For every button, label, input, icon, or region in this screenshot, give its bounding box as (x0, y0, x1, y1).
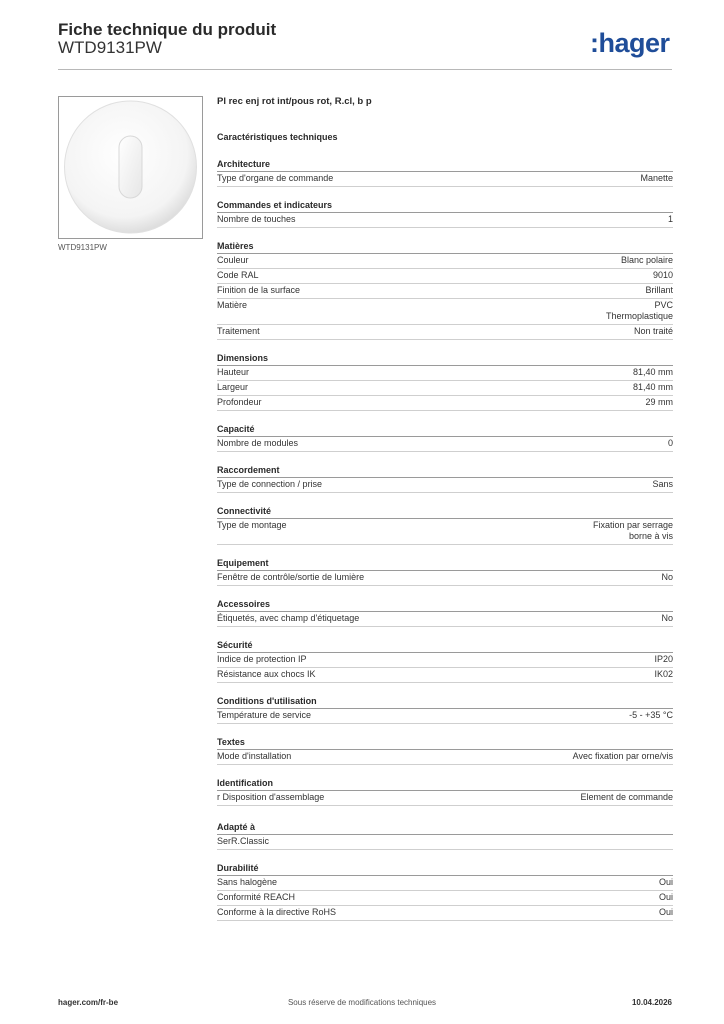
spec-label: Type d'organe de commande (217, 173, 334, 183)
spec-row (217, 172, 673, 187)
spec-group-title: Capacité (217, 424, 673, 437)
spec-row (217, 325, 673, 340)
spec-group (217, 599, 673, 627)
spec-group-title: Raccordement (217, 465, 673, 478)
spec-value: No (661, 613, 673, 623)
spec-group (217, 558, 673, 586)
spec-value: IP20 (654, 654, 673, 664)
footer-date: 10.04.2026 (631, 998, 672, 1007)
spec-value: PVC Thermoplastique (605, 300, 673, 321)
spec-group-title: Commandes et indicateurs (217, 200, 673, 213)
spec-groups (217, 159, 673, 921)
spec-value: Oui (658, 877, 673, 887)
spec-row (217, 891, 673, 906)
spec-group-title: Conditions d'utilisation (217, 696, 673, 709)
spec-group (217, 424, 673, 452)
spec-label: Type de connection / prise (217, 479, 323, 489)
product-image (58, 96, 203, 239)
spec-row (217, 519, 673, 545)
spec-value: 9010 (652, 270, 673, 280)
spec-row (217, 906, 673, 921)
spec-row (217, 653, 673, 668)
spec-group-title: Dimensions (217, 353, 673, 366)
spec-value: IK02 (654, 669, 673, 679)
spec-label: Étiquetés, avec champ d'étiquetage (217, 613, 360, 623)
spec-group (217, 737, 673, 765)
spec-value: Oui (658, 907, 673, 917)
spec-value: Avec fixation par orne/vis (572, 751, 673, 761)
spec-row (217, 366, 673, 381)
spec-label: r Disposition d'assemblage (217, 792, 325, 802)
spec-row (217, 791, 673, 806)
spec-row (217, 284, 673, 299)
spec-group (217, 822, 673, 850)
spec-label: Fenêtre de contrôle/sortie de lumière (217, 572, 365, 582)
header-divider (58, 69, 672, 70)
spec-label: SerR.Classic (217, 836, 270, 846)
footer-website-link[interactable]: hager.com/fr-be (58, 998, 119, 1007)
spec-value: Element de commande (580, 792, 673, 802)
spec-label: Profondeur (217, 397, 262, 407)
spec-group-title: Accessoires (217, 599, 673, 612)
spec-value: 0 (667, 438, 673, 448)
spec-group (217, 353, 673, 411)
spec-row (217, 478, 673, 493)
spec-value: 81,40 mm (632, 382, 673, 392)
spec-label: Conformité REACH (217, 892, 296, 902)
spec-group-title: Durabilité (217, 863, 673, 876)
spec-group-title: Identification (217, 778, 673, 791)
spec-group-title: Architecture (217, 159, 673, 172)
spec-group (217, 159, 673, 187)
spec-group (217, 465, 673, 493)
spec-label: Indice de protection IP (217, 654, 307, 664)
spec-row (217, 876, 673, 891)
spec-value: Non traité (633, 326, 673, 336)
spec-group-title: Sécurité (217, 640, 673, 653)
spec-row (217, 571, 673, 586)
spec-group-title: Adapté à (217, 822, 673, 835)
spec-content (217, 96, 673, 934)
switch-cover-icon (59, 97, 202, 238)
spec-row (217, 437, 673, 452)
page-title: Fiche technique du produit (58, 20, 277, 39)
spec-label: Conforme à la directive RoHS (217, 907, 337, 917)
spec-group-title: Matières (217, 241, 673, 254)
spec-group (217, 640, 673, 683)
hager-logo: :hager (590, 28, 670, 58)
spec-label: Matière (217, 300, 248, 310)
spec-row (217, 213, 673, 228)
spec-group-title: Connectivité (217, 506, 673, 519)
spec-label: Traitement (217, 326, 260, 336)
spec-value: Sans (652, 479, 673, 489)
spec-label: Type de montage (217, 520, 287, 530)
spec-row (217, 835, 673, 850)
spec-row (217, 612, 673, 627)
spec-value: Manette (640, 173, 673, 183)
spec-value: Oui (658, 892, 673, 902)
spec-value: -5 - +35 °C (629, 710, 673, 720)
spec-value: 81,40 mm (632, 367, 673, 377)
spec-group (217, 863, 673, 921)
spec-label: Finition de la surface (217, 285, 301, 295)
spec-value: 1 (667, 214, 673, 224)
spec-label: Code RAL (217, 270, 259, 280)
spec-row (217, 299, 673, 325)
spec-group (217, 778, 673, 806)
spec-row (217, 709, 673, 724)
spec-value: Blanc polaire (620, 255, 673, 265)
spec-label: Hauteur (217, 367, 250, 377)
spec-label: Mode d'installation (217, 751, 292, 761)
spec-row (217, 668, 673, 683)
spec-value: 29 mm (645, 397, 673, 407)
spec-group (217, 696, 673, 724)
spec-label: Nombre de touches (217, 214, 296, 224)
spec-row (217, 254, 673, 269)
spec-group (217, 241, 673, 340)
spec-group-title: Textes (217, 737, 673, 750)
tech-characteristics-heading: Caractéristiques techniques (217, 132, 338, 142)
spec-group (217, 200, 673, 228)
spec-label: Couleur (217, 255, 249, 265)
spec-label: Température de service (217, 710, 312, 720)
spec-row (217, 750, 673, 765)
spec-label: Sans halogène (217, 877, 278, 887)
spec-value: Brillant (645, 285, 673, 295)
spec-label: Largeur (217, 382, 249, 392)
spec-label: Nombre de modules (217, 438, 299, 448)
product-name: Pl rec enj rot int/pous rot, R.cl, b p (217, 96, 372, 107)
spec-label: Résistance aux chocs IK (217, 669, 316, 679)
spec-value: No (661, 572, 673, 582)
image-caption: WTD9131PW (58, 243, 107, 252)
product-reference: WTD9131PW (58, 38, 162, 57)
spec-group (217, 506, 673, 545)
spec-row (217, 381, 673, 396)
footer-disclaimer: Sous réserve de modifications techniques (287, 998, 437, 1007)
spec-row (217, 396, 673, 411)
spec-value: Fixation par serrage borne à vis (592, 520, 673, 541)
spec-group-title: Equipement (217, 558, 673, 571)
spec-row (217, 269, 673, 284)
